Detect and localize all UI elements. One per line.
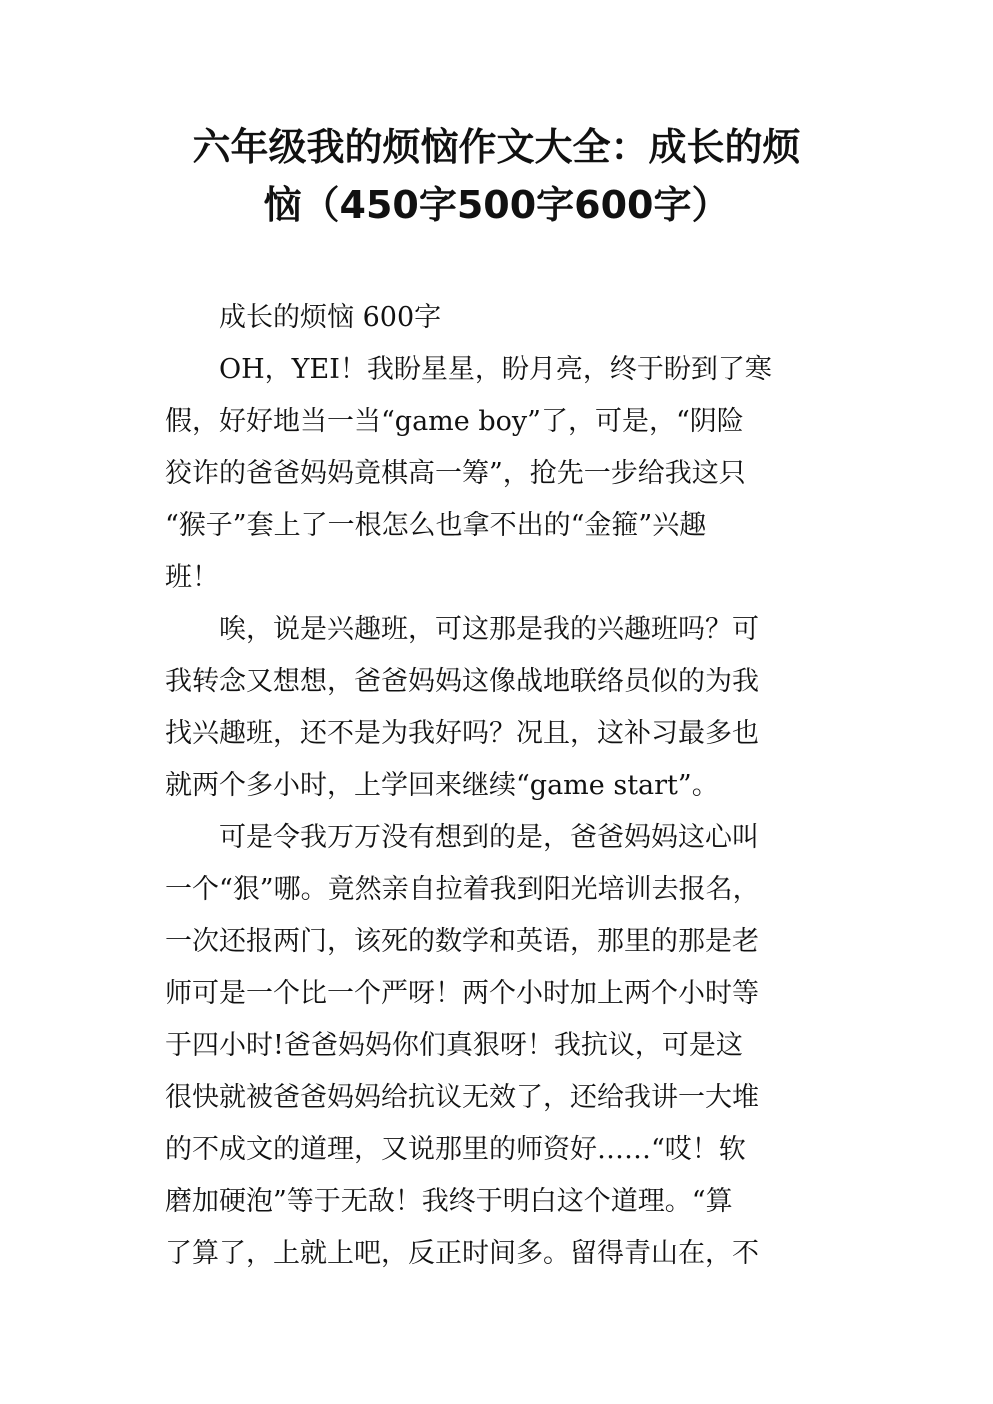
title-line: 六年级我的烦恼作文大全：成长的烦 (192, 125, 801, 169)
document-title (160, 118, 833, 234)
title-line: 恼（450字500字600字） (263, 183, 730, 227)
paragraph-line: 于四小时!爸爸妈妈你们真狠呀！我抗议，可是这 (165, 1030, 743, 1061)
subtitle-line: 成长的烦恼 600字 (165, 302, 442, 333)
paragraph-line: 可是令我万万没有想到的是，爸爸妈妈这心叫 (165, 822, 759, 853)
paragraph-line: 一次还报两门，该死的数学和英语，那里的那是老 (165, 926, 759, 957)
paragraph-line: 一个“狠”哪。竟然亲自拉着我到阳光培训去报名， (165, 874, 760, 905)
paragraph-line: 就两个多小时，上学回来继续“game start”。 (165, 770, 719, 801)
paragraph-line: 唉，说是兴趣班，可这那是我的兴趣班吗？可 (165, 614, 759, 645)
paragraph-line: 很快就被爸爸妈妈给抗议无效了，还给我讲一大堆 (165, 1082, 759, 1113)
paragraph-line: 的不成文的道理，又说那里的师资好……“哎！软 (165, 1134, 746, 1165)
paragraph-line: 假，好好地当一当“game boy”了，可是，“阴险 (165, 406, 744, 437)
document-body (165, 292, 835, 1280)
paragraph-line: 找兴趣班，还不是为我好吗？况且，这补习最多也 (165, 718, 759, 749)
paragraph-line: “猴子”套上了一根怎么也拿不出的“金箍”兴趣 (165, 510, 707, 541)
paragraph-line: 我转念又想想，爸爸妈妈这像战地联络员似的为我 (165, 666, 759, 697)
paragraph-line: 了算了，上就上吧，反正时间多。留得青山在，不 (165, 1238, 759, 1269)
paragraph-line: 班！ (165, 562, 219, 593)
paragraph-line: 狡诈的爸爸妈妈竟棋高一筹”，抢先一步给我这只 (165, 458, 746, 489)
paragraph-line: OH，YEI！我盼星星，盼月亮，终于盼到了寒 (165, 354, 772, 385)
paragraph-line: 师可是一个比一个严呀！两个小时加上两个小时等 (165, 978, 759, 1009)
paragraph-line: 磨加硬泡”等于无敌！我终于明白这个道理。“算 (165, 1186, 733, 1217)
